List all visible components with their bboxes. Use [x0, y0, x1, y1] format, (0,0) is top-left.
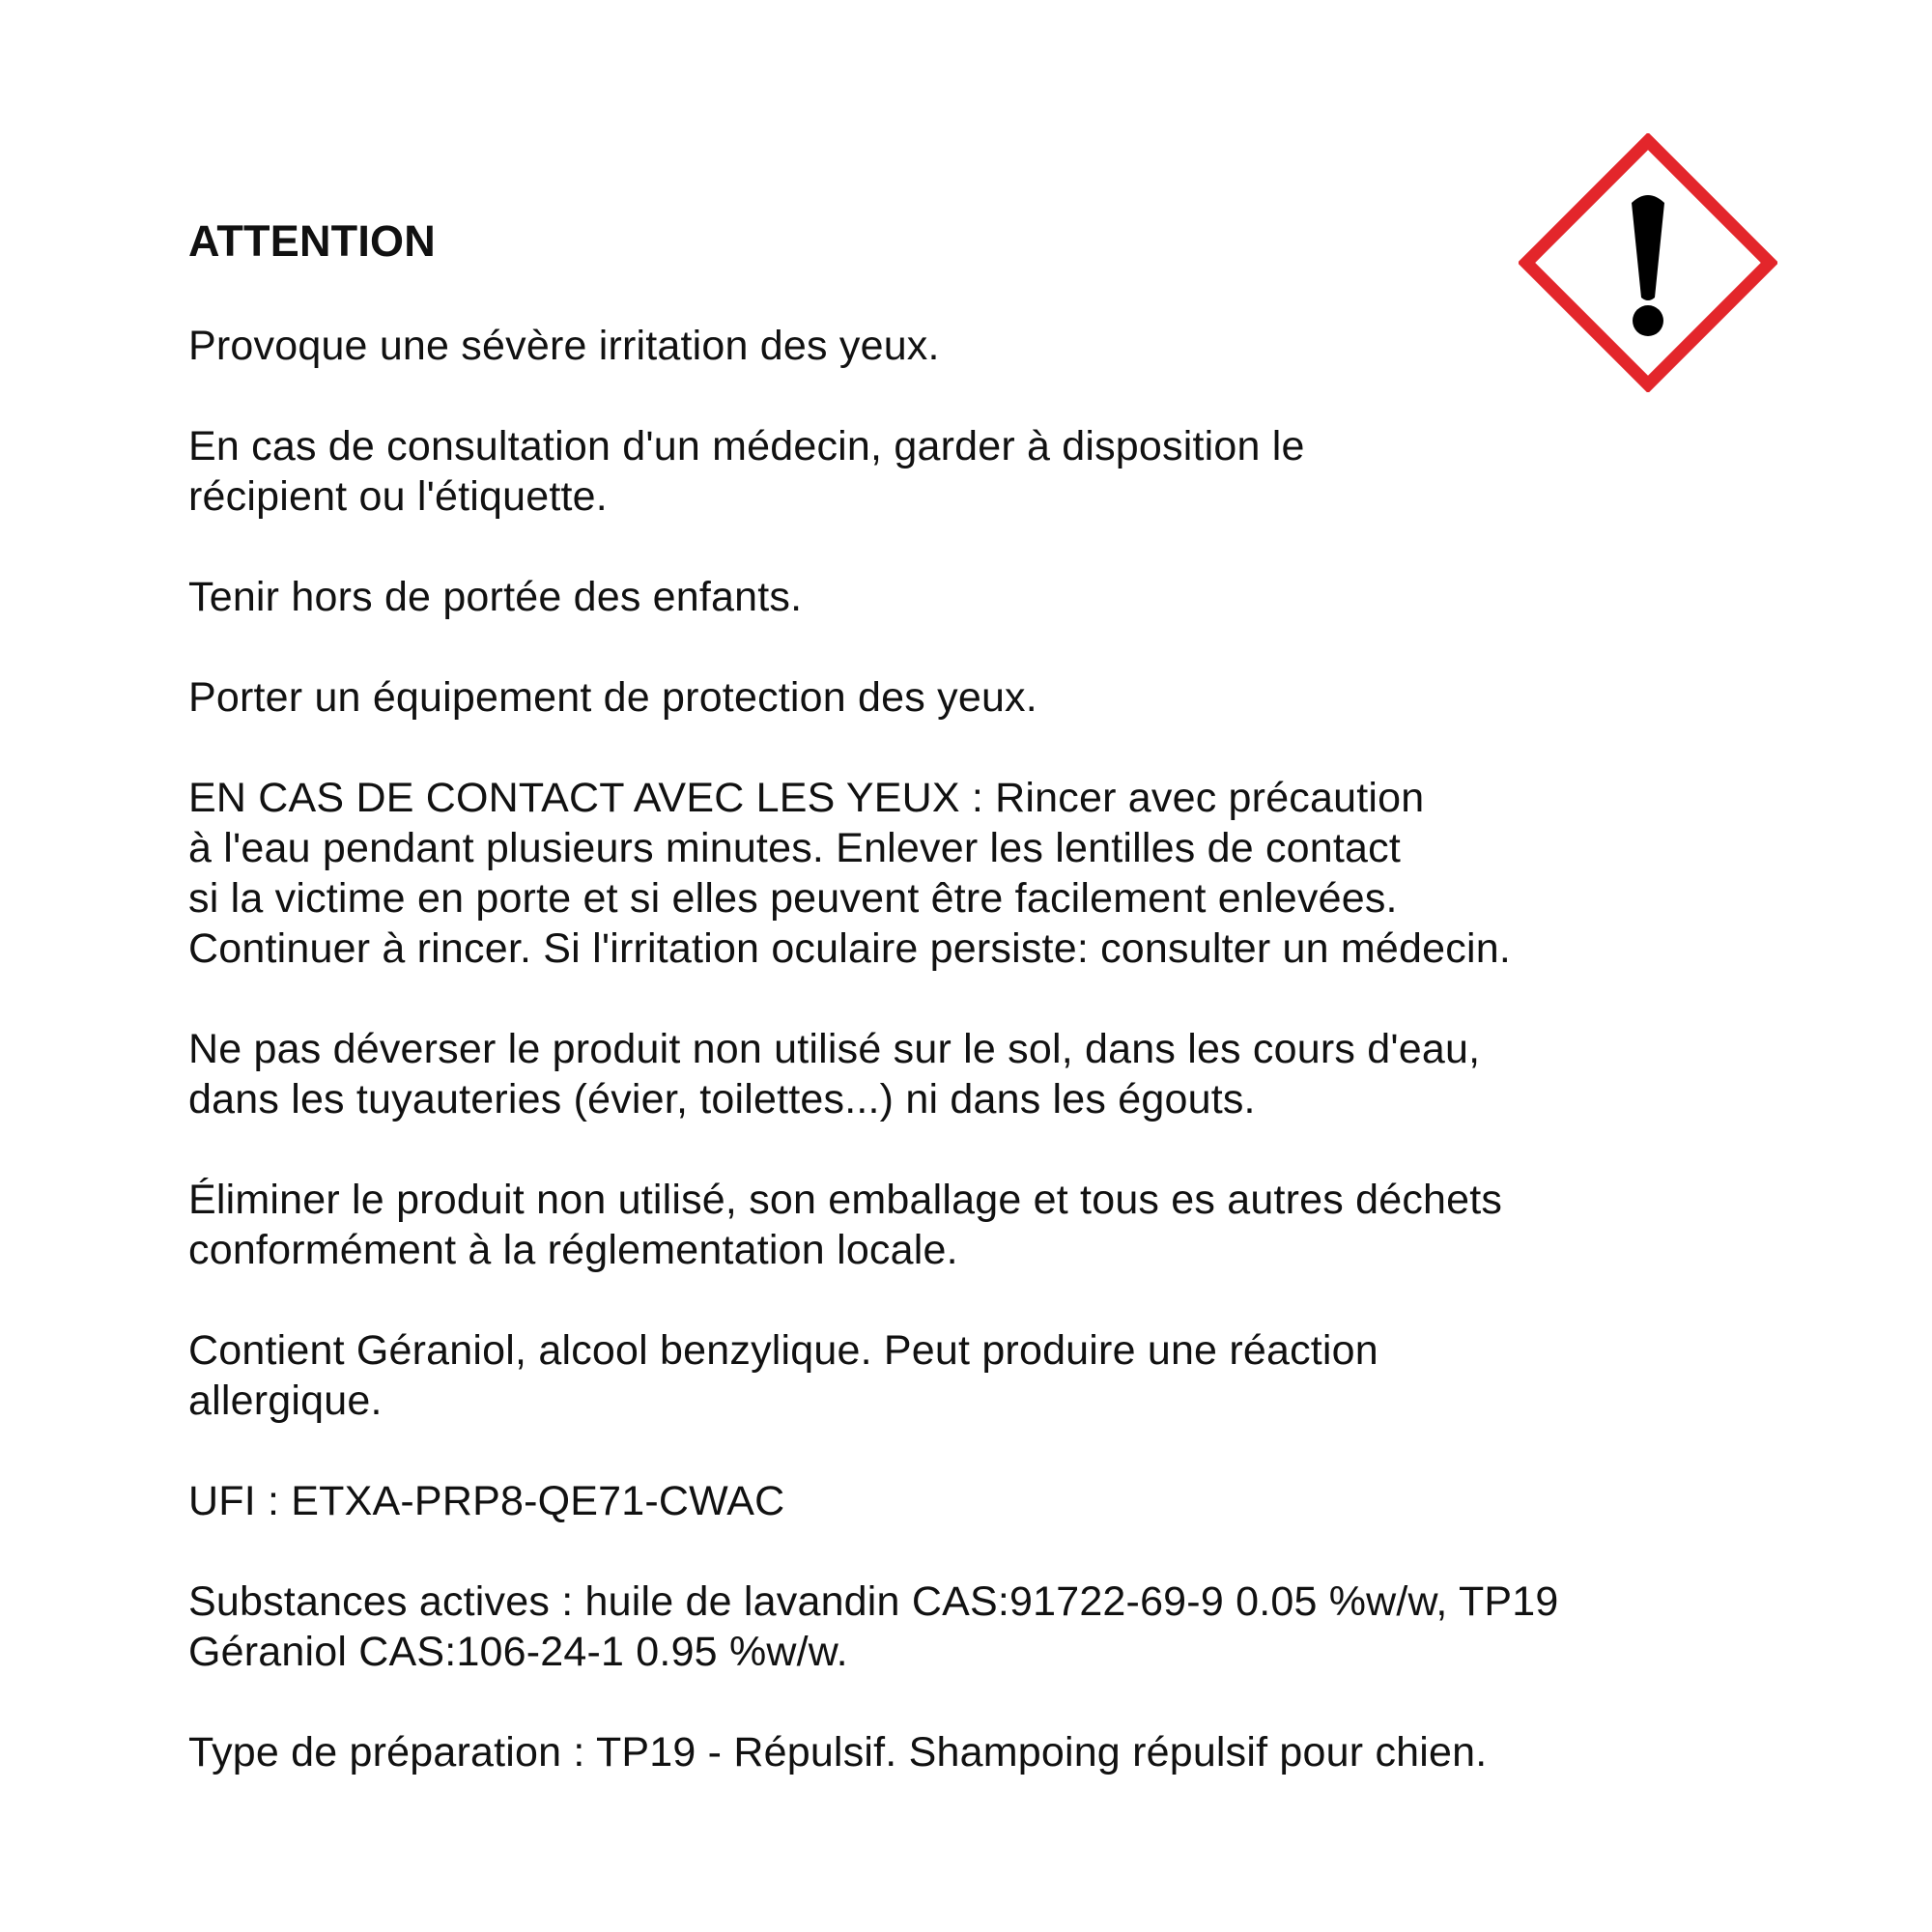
precaution-statement-waste: [188, 1175, 1782, 1275]
precaution-statement-children: [188, 572, 1782, 622]
preparation-type: [188, 1727, 1782, 1777]
text-line: EN CAS DE CONTACT AVEC LES YEUX : Rincer avec précaution: [188, 775, 1425, 821]
text-line: si la victime en porte et si elles peuvent être facilement enlevées.: [188, 875, 1398, 922]
precaution-statement-eye-contact: [188, 773, 1782, 974]
text-line: Ne pas déverser le produit non utilisé sur le sol, dans les cours d'eau,: [188, 1026, 1481, 1072]
text-line: Type de préparation : TP19 - Répulsif. Shampoing répulsif pour chien.: [188, 1729, 1488, 1776]
text-line: dans les tuyauteries (évier, toilettes...) ni dans les égouts.: [188, 1076, 1256, 1122]
text-line: Tenir hors de portée des enfants.: [188, 574, 803, 620]
text-line: En cas de consultation d'un médecin, garder à disposition le: [188, 423, 1305, 469]
text-line: Porter un équipement de protection des yeux.: [188, 674, 1037, 721]
exclamation-dot: [1633, 305, 1663, 336]
text-line: Géraniol CAS:106-24-1 0.95 %w/w.: [188, 1629, 848, 1675]
exclamation-mark-hazard-icon: [1519, 133, 1777, 392]
text-line: à l'eau pendant plusieurs minutes. Enlever les lentilles de contact: [188, 825, 1402, 871]
hazard-label-text: [188, 213, 1782, 1828]
text-line: Continuer à rincer. Si l'irritation oculaire persiste: consulter un médecin.: [188, 925, 1511, 972]
text-line: Provoque une sévère irritation des yeux.: [188, 323, 940, 369]
signal-word: ATTENTION: [188, 216, 436, 266]
precaution-statement-eye-protection: [188, 672, 1782, 723]
text-line: UFI : ETXA-PRP8-QE71-CWAC: [188, 1478, 785, 1524]
text-line: Contient Géraniol, alcool benzylique. Peut produire une réaction: [188, 1327, 1378, 1374]
active-substances: [188, 1577, 1782, 1677]
precaution-statement-medical: [188, 421, 1782, 522]
text-line: récipient ou l'étiquette.: [188, 473, 608, 520]
text-line: Éliminer le produit non utilisé, son emballage et tous es autres déchets: [188, 1177, 1503, 1223]
precaution-statement-disposal-environment: [188, 1024, 1782, 1124]
text-line: Substances actives : huile de lavandin CAS:91722-69-9 0.05 %w/w, TP19: [188, 1578, 1559, 1625]
text-line: allergique.: [188, 1378, 383, 1424]
ufi-code: [188, 1476, 1782, 1526]
text-line: conformément à la réglementation locale.: [188, 1227, 958, 1273]
allergen-statement: [188, 1325, 1782, 1426]
